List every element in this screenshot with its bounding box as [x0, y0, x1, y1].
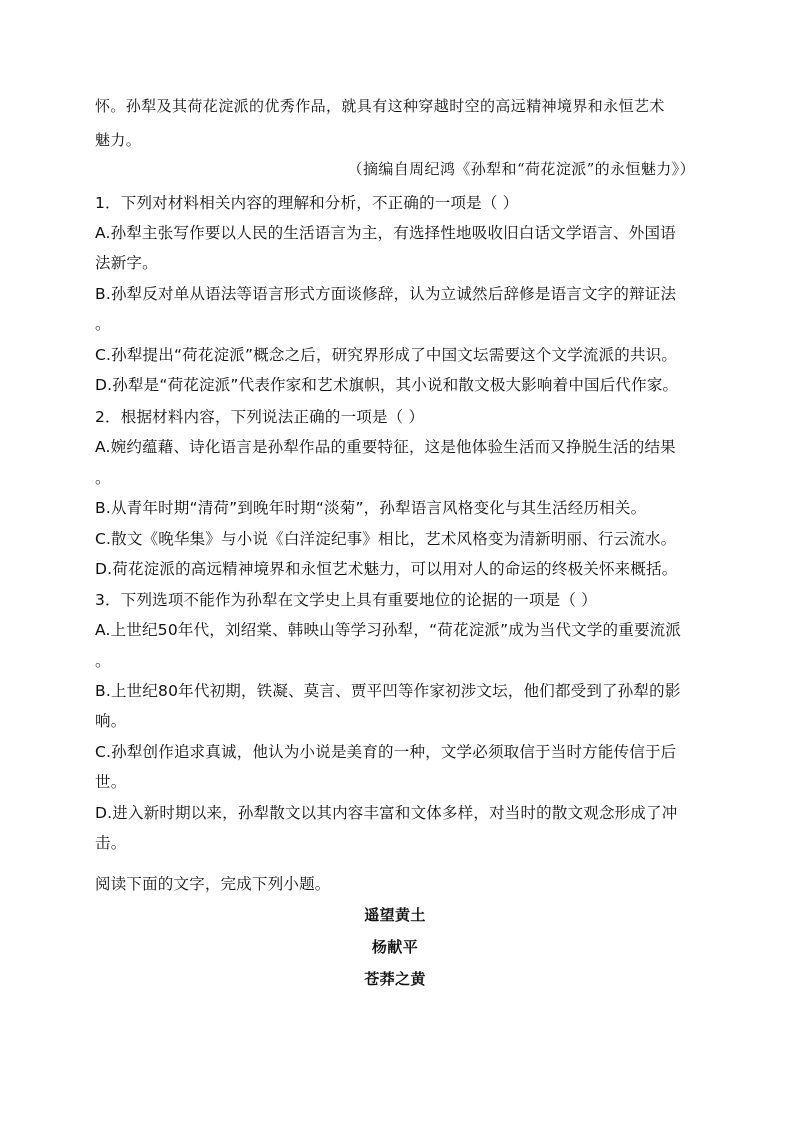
option-b[interactable]: B.上世纪80年代初期，铁凝、莫言、贾平凹等作家初涉文坛，他们都受到了孙犁的影 — [95, 682, 681, 700]
option-c[interactable]: C.散文《晚华集》与小说《白洋淀纪事》相比，艺术风格变为清新明丽、行云流水。 — [95, 530, 677, 548]
option-c[interactable]: C.孙犁提出“荷花淀派”概念之后，研究界形成了中国文坛需要这个文学流派的共识。 — [95, 346, 678, 364]
option-d[interactable]: D.荷花淀派的高远精神境界和永恒艺术魅力，可以用对人的命运的终极关怀来概括。 — [95, 560, 678, 578]
passage-tail — [95, 96, 695, 186]
question-1 — [95, 193, 695, 393]
passage-author: 杨献平 — [371, 938, 419, 956]
reading-instruction — [95, 874, 695, 898]
question-2 — [95, 407, 695, 587]
option-b-continued: 。 — [95, 315, 111, 333]
option-c[interactable]: C.孙犁创作追求真诚，他认为小说是美育的一种，文学必须取信于当时方能传信于后 — [95, 743, 677, 761]
passage-title: 遥望黄土 — [364, 906, 426, 924]
option-d[interactable]: D.进入新时期以来，孙犁散文以其内容丰富和文体多样，对当时的散文观念形成了冲 — [95, 804, 678, 822]
question-stem: 3．下列选项不能作为孙犁在文学史上具有重要地位的论据的一项是（ ） — [95, 591, 597, 609]
instruction-text: 阅读下面的文字，完成下列小题。 — [95, 875, 331, 893]
source-citation: （摘编自周纪鸿《孙犁和“荷花淀派”的永恒魅力》） — [347, 160, 695, 178]
option-b[interactable]: B.从青年时期“清荷”到晚年时期“淡菊”，孙犁语言风格变化与其生活经历相关。 — [95, 499, 647, 517]
option-a-continued: 。 — [95, 652, 111, 670]
next-passage-header — [95, 905, 695, 995]
option-d[interactable]: D.孙犁是“荷花淀派”代表作家和艺术旗帜，其小说和散文极大影响着中国后代作家。 — [95, 376, 679, 394]
passage-line: 魅力。 — [95, 131, 142, 149]
option-a[interactable]: A.婉约蕴藉、诗化语言是孙犁作品的重要特征，这是他体验生活而又挣脱生活的结果 — [95, 438, 676, 456]
question-stem: 2．根据材料内容，下列说法正确的一项是（ ） — [95, 408, 425, 426]
option-b[interactable]: B.孙犁反对单从语法等语言形式方面谈修辞，认为立诚然后辞修是语言文字的辩证法 — [95, 285, 677, 303]
option-a-continued: 法新字。 — [95, 254, 158, 272]
question-stem: 1．下列对材料相关内容的理解和分析，不正确的一项是（ ） — [95, 194, 519, 212]
option-a[interactable]: A.孙犁主张写作要以人民的生活语言为主，有选择性地吸收旧白话文学语言、外国语 — [95, 224, 676, 242]
option-d-continued: 击。 — [95, 834, 127, 852]
passage-subtitle: 苍莽之黄 — [364, 970, 426, 988]
passage-line: 怀。孙犁及其荷花淀派的优秀作品，就具有这种穿越时空的高远精神境界和永恒艺术 — [95, 97, 665, 115]
question-3 — [95, 590, 695, 870]
option-a-continued: 。 — [95, 469, 111, 487]
option-c-continued: 世。 — [95, 773, 127, 791]
option-a[interactable]: A.上世纪50年代，刘绍棠、韩映山等学习孙犁，“荷花淀派”成为当代文学的重要流派 — [95, 621, 682, 639]
option-b-continued: 响。 — [95, 712, 127, 730]
